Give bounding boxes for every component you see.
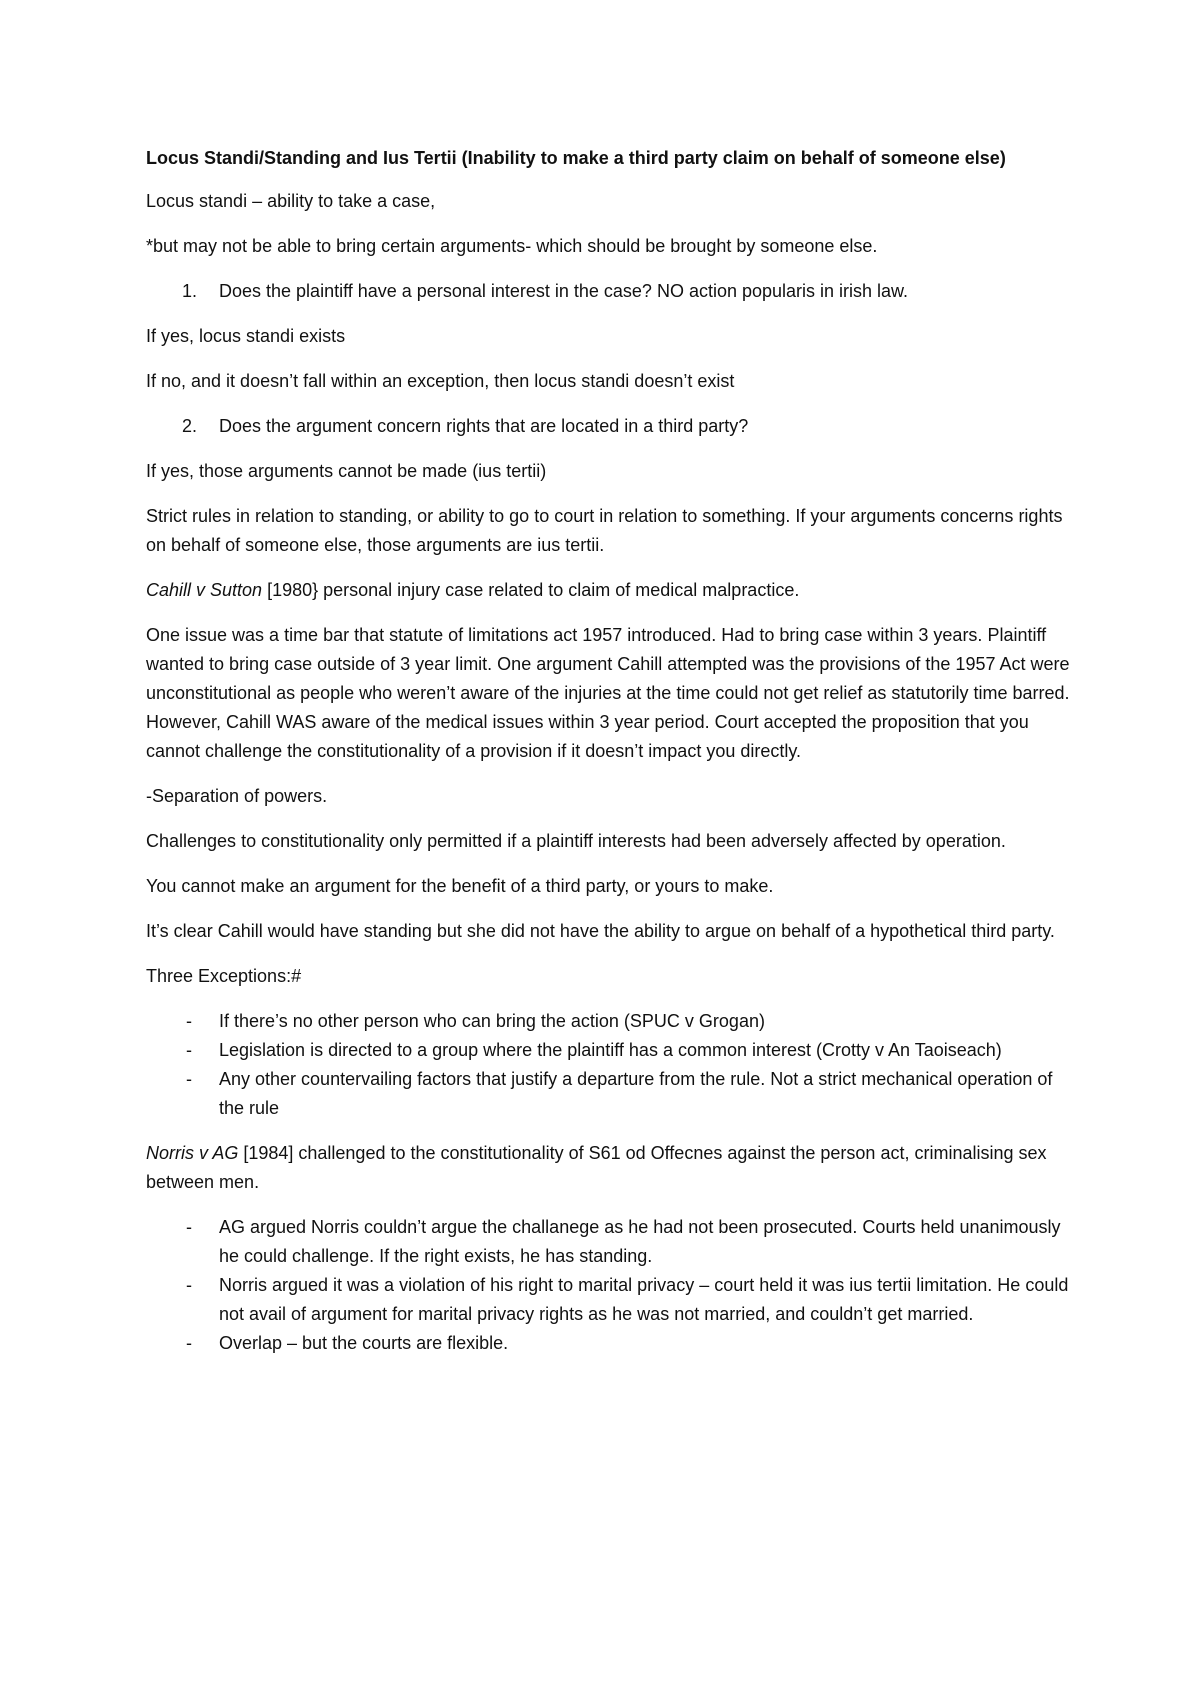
numbered-question-1: [146, 277, 1071, 306]
list-item-text: Norris argued it was a violation of his right to marital privacy – court held it was ius tertii limitation. He could not avail of argument for marital privacy rights as he was not married, and couldn’t get married.: [219, 1275, 1069, 1324]
paragraph-if-yes-standing: If yes, locus standi exists: [146, 326, 346, 346]
paragraph-three-exceptions: Three Exceptions:#: [146, 966, 302, 986]
list-item: [146, 1271, 1071, 1329]
list-item-text: AG argued Norris couldn’t argue the challanege as he had not been prosecuted. Courts held unanimously he could challenge. If the right exists, he has standing.: [219, 1217, 1061, 1266]
list-item-text: Legislation is directed to a group where the plaintiff has a common interest (Crotty v An Taoiseach): [219, 1040, 1002, 1060]
dash-bullet: -: [186, 1011, 192, 1031]
dash-bullet: -: [186, 1069, 192, 1089]
question-text: Does the argument concern rights that are located in a third party?: [219, 416, 749, 436]
document-body: [146, 144, 1071, 1374]
paragraph-time-bar: One issue was a time bar that statute of limitations act 1957 introduced. Had to bring case within 3 years. Plaintiff wanted to bring case outside of 3 year limit. One argument Cahill attempted was the provisions of the 1957 Act were unconstitutional as people who weren’t aware of the injuries at the time could not get relief as statutorily time barred. However, Cahill WAS aware of the medical issues within 3 year period. Court accepted the proposition that you cannot challenge the constitutionality of a provision if it doesn’t impact you directly.: [146, 625, 1070, 761]
paragraph-locus-standi: Locus standi – ability to take a case,: [146, 191, 436, 211]
list-item: [146, 1213, 1071, 1271]
dash-bullet: -: [186, 1275, 192, 1295]
list-item-text: If there’s no other person who can bring the action (SPUC v Grogan): [219, 1011, 765, 1031]
case-name: Norris v AG: [146, 1143, 239, 1163]
paragraph-arguments-note: *but may not be able to bring certain arguments- which should be brought by someone else.: [146, 236, 878, 256]
dash-bullet: -: [186, 1333, 192, 1353]
paragraph-strict-rules: Strict rules in relation to standing, or ability to go to court in relation to something. If your arguments concerns rights on behalf of someone else, those arguments are ius tertii.: [146, 506, 1063, 555]
case-description: [1980} personal injury case related to claim of medical malpractice.: [262, 580, 800, 600]
paragraph-if-no-standing: If no, and it doesn’t fall within an exception, then locus standi doesn’t exist: [146, 371, 735, 391]
list-item-text: Overlap – but the courts are flexible.: [219, 1333, 509, 1353]
list-number: 2.: [182, 416, 198, 436]
paragraph-separation-of-powers: -Separation of powers.: [146, 786, 328, 806]
list-item: [146, 1329, 1071, 1358]
paragraph-norris-case: [146, 1139, 1071, 1197]
list-item: [146, 1065, 1071, 1123]
list-number: 1.: [182, 281, 198, 301]
dash-bullet: -: [186, 1040, 192, 1060]
paragraph-challenges: Challenges to constitutionality only permitted if a plaintiff interests had been adversely affected by operation.: [146, 831, 1006, 851]
list-item: [146, 1036, 1071, 1065]
case-description: [1984] challenged to the constitutionality of S61 od Offecnes against the person act, criminalising sex between men.: [146, 1143, 1047, 1192]
list-item: [146, 1007, 1071, 1036]
paragraph-cahill-case: [146, 576, 1071, 605]
paragraph-ius-tertii: If yes, those arguments cannot be made (ius tertii): [146, 461, 547, 481]
list-item-text: Any other countervailing factors that justify a departure from the rule. Not a strict mechanical operation of the rule: [219, 1069, 1053, 1118]
question-text: Does the plaintiff have a personal interest in the case? NO action popularis in irish law.: [219, 281, 909, 301]
paragraph-third-party-benefit: You cannot make an argument for the benefit of a third party, or yours to make.: [146, 876, 774, 896]
numbered-question-2: [146, 412, 1071, 441]
dash-bullet: -: [186, 1217, 192, 1237]
document-title: Locus Standi/Standing and Ius Tertii (Inability to make a third party claim on behalf of someone else): [146, 148, 1006, 168]
paragraph-cahill-standing: It’s clear Cahill would have standing but she did not have the ability to argue on behalf of a hypothetical third party.: [146, 921, 1055, 941]
exceptions-list: [146, 1007, 1071, 1123]
norris-points-list: [146, 1213, 1071, 1358]
case-name: Cahill v Sutton: [146, 580, 263, 600]
